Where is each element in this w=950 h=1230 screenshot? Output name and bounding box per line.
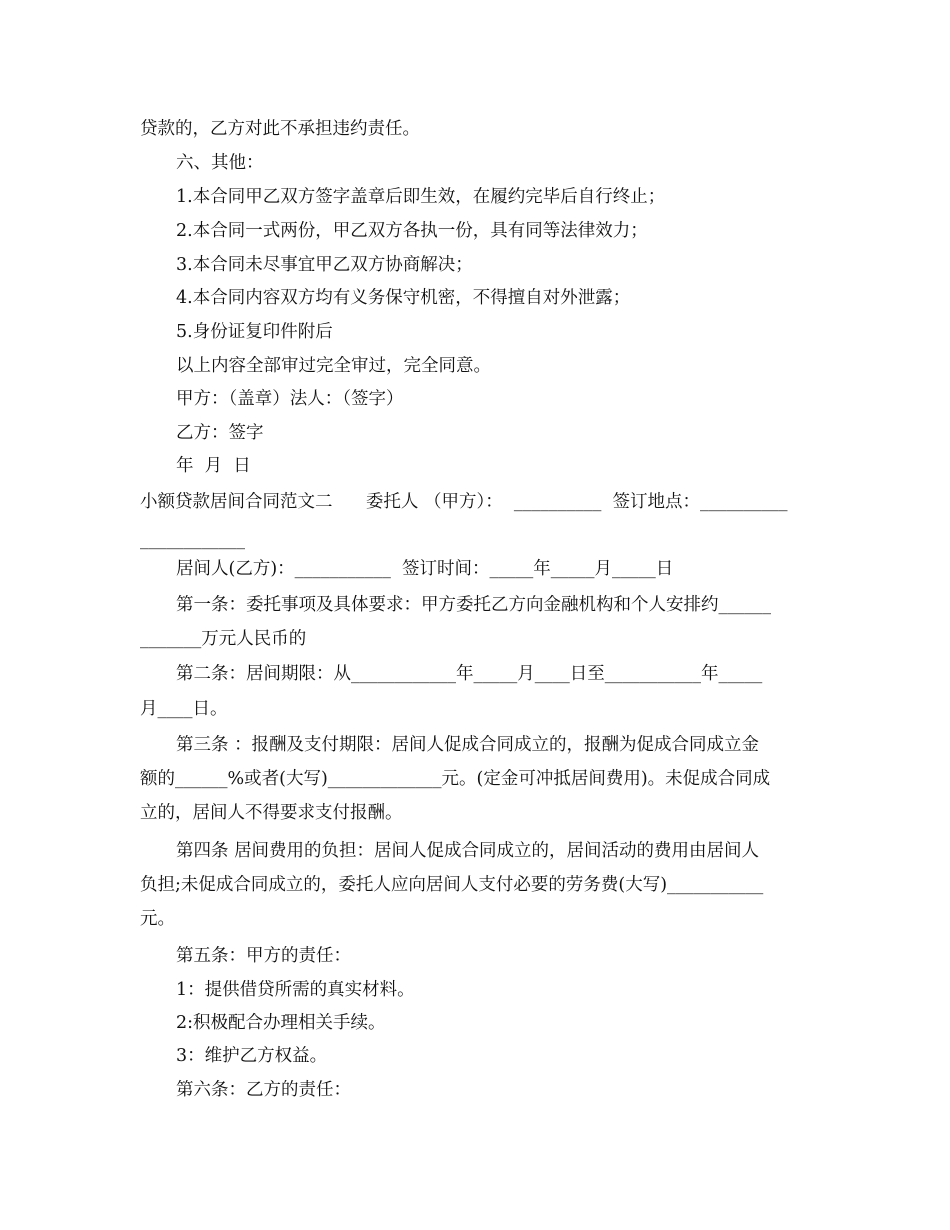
contract-title-line: 小额贷款居间合同范文二 委托人 （甲方）： __________ 签订地点：__________ [140, 492, 788, 512]
list-item: 4.本合同内容双方均有义务保守机密，不得擅自对外泄露； [176, 288, 631, 308]
list-item: 3.本合同未尽事宜甲乙双方协商解决； [176, 255, 473, 275]
article-2-line: 第二条：居间期限：从____________年_____月____日至___________年_____ [176, 664, 763, 684]
paragraph-line: 贷款的，乙方对此不承担违约责任。 [140, 119, 420, 139]
article-3-line: 立的，居间人不得要求支付报酬。 [140, 803, 403, 823]
intermediary-line: 居间人(乙方)：___________ 签订时间：_____年_____月_____日 [176, 559, 674, 579]
article-2-line: 月____日。 [140, 699, 228, 719]
article-3-line: 额的______%或者(大写)_____________元。(定金可冲抵居间费用)。未促成合同成 [140, 769, 771, 789]
article-1-line: _______万元人民币的 [140, 629, 307, 649]
list-item: 1：提供借贷所需的真实材料。 [176, 980, 415, 1000]
agreement-statement: 以上内容全部审过完全审过，完全同意。 [176, 356, 491, 376]
section-heading: 六、其他： [176, 153, 264, 173]
article-4-line: 负担;未促成合同成立的，委托人应向居间人支付必要的劳务费(大写)___________ [140, 875, 764, 895]
list-item: 5.身份证复印件附后 [176, 322, 333, 342]
date-line: 年 月 日 [176, 456, 251, 476]
list-item: 2.本合同一式两份，甲乙双方各执一份，具有同等法律效力； [176, 221, 648, 241]
list-item: 2:积极配合办理相关手续。 [176, 1013, 386, 1033]
article-6-heading: 第六条：乙方的责任： [176, 1080, 351, 1100]
article-4-line: 第四条 居间费用的负担：居间人促成合同成立的，居间活动的费用由居间人 [176, 841, 760, 861]
party-a-signature-line: 甲方：（盖章）法人：（签字） [176, 389, 404, 409]
article-3-line: 第三条 ：报酬及支付期限：居间人促成合同成立的，报酬为促成合同成立金 [176, 735, 760, 755]
article-1-line: 第一条：委托事项及具体要求：甲方委托乙方向金融机构和个人安排约______ [176, 595, 771, 615]
article-4-line: 元。 [140, 909, 175, 929]
blank-line: ____________ [140, 530, 245, 550]
party-b-signature-line: 乙方：签字 [176, 423, 264, 443]
list-item: 3：维护乙方权益。 [176, 1046, 328, 1066]
article-5-heading: 第五条：甲方的责任： [176, 946, 351, 966]
list-item: 1.本合同甲乙双方签字盖章后即生效，在履约完毕后自行终止； [176, 187, 666, 207]
